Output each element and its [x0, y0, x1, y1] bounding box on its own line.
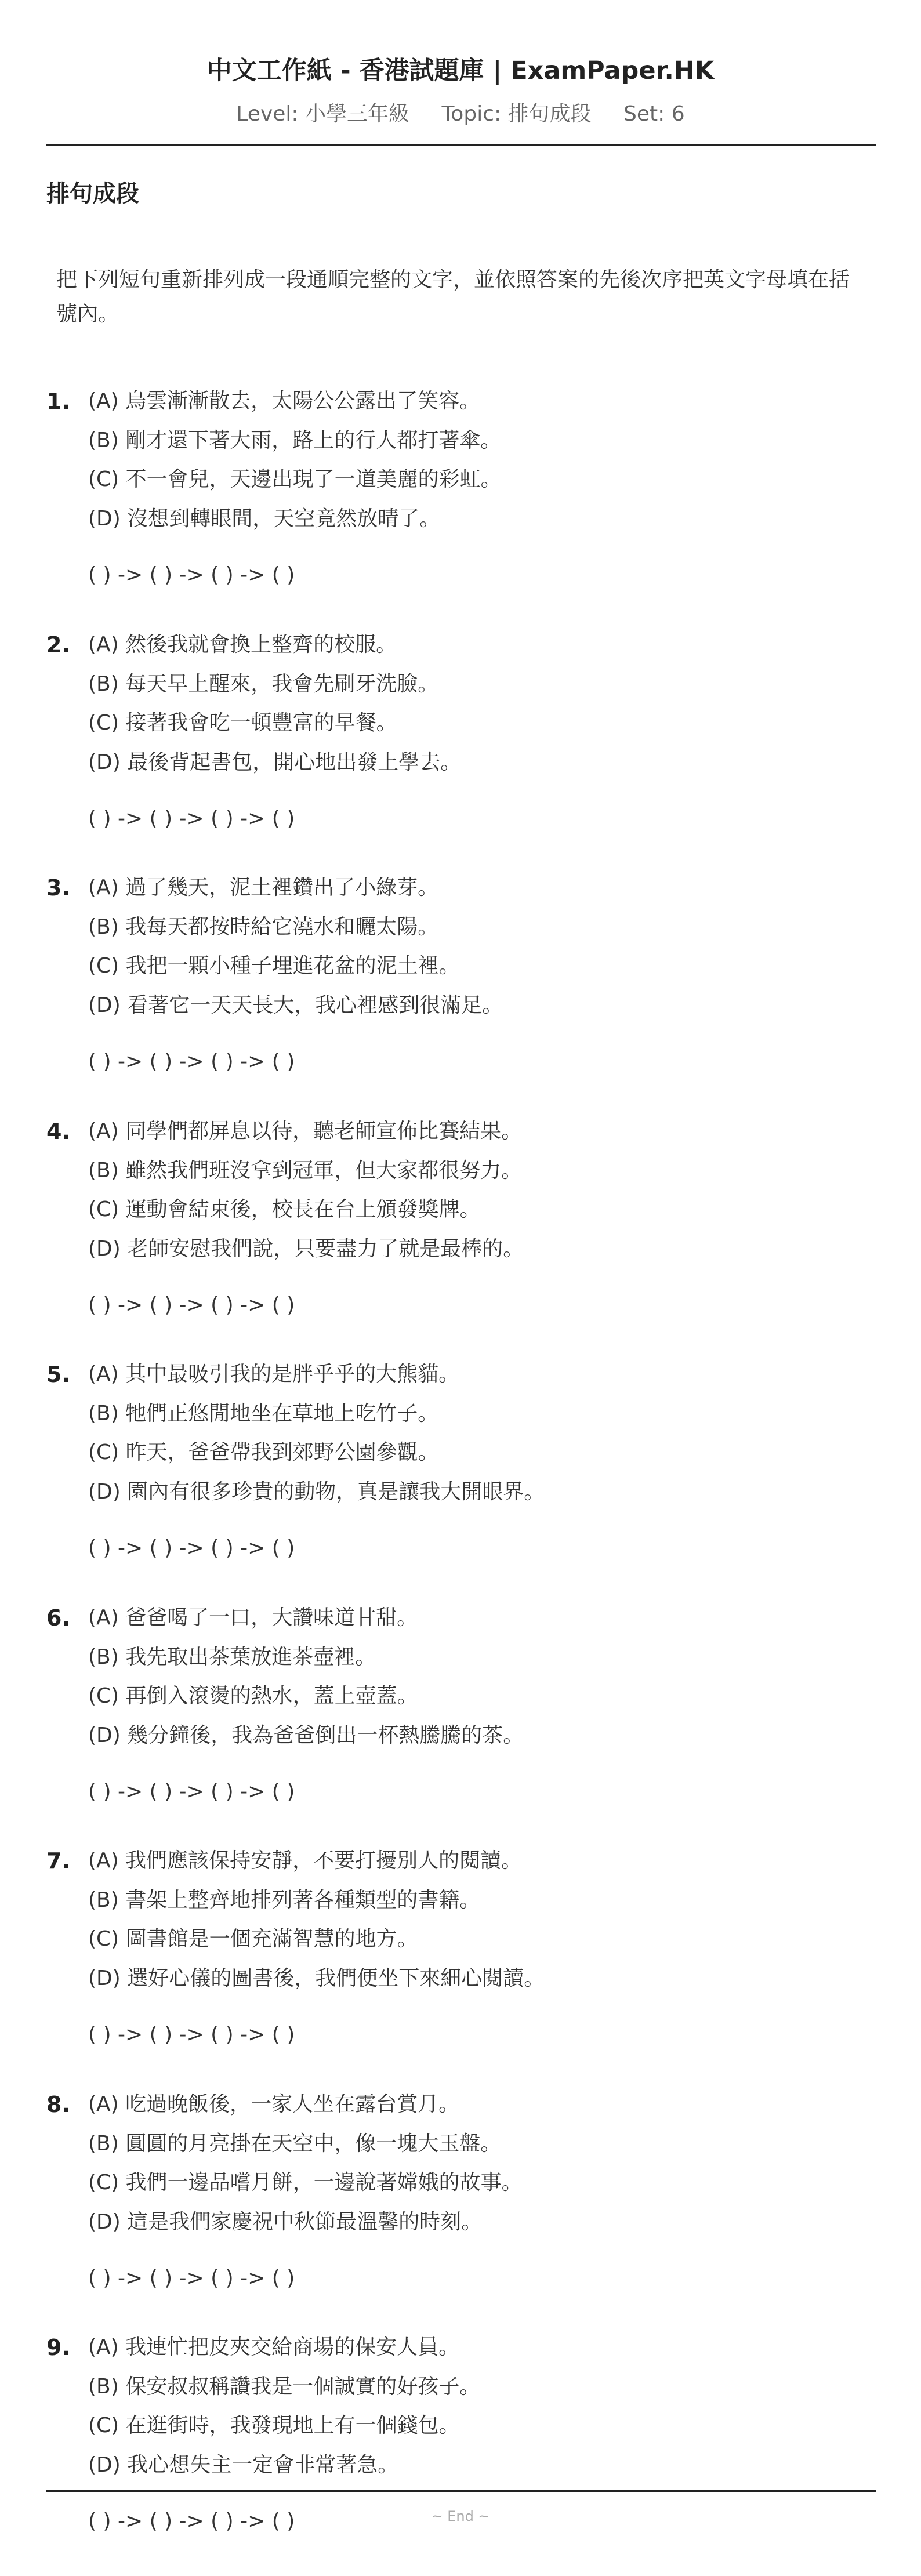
sentence-option: (B) 我每天都按時給它澆水和曬太陽。: [88, 915, 439, 939]
question-number: 5.: [46, 1362, 70, 1387]
sentence-option: (C) 不一會兒，天邊出現了一道美麗的彩虹。: [88, 467, 502, 491]
sentence-option: (C) 運動會結束後，校長在台上頒發獎牌。: [88, 1198, 481, 1221]
sentence-option: (B) 圓圓的月亮掛在天空中，像一塊大玉盤。: [88, 2132, 502, 2156]
section-heading: 排句成段: [46, 180, 139, 207]
sentence-option: (D) 選好心儀的圖書後，我們便坐下來細心閱讀。: [88, 1967, 545, 1990]
question-item: [0, 1845, 921, 2077]
question-item: [0, 2088, 921, 2320]
sentence-option: (C) 在逛街時，我發現地上有一個錢包。: [88, 2414, 460, 2437]
answer-blanks[interactable]: ( ) -> ( ) -> ( ) -> ( ): [88, 1536, 295, 1560]
question-number: 9.: [46, 2335, 70, 2360]
sentence-option: (C) 接著我會吃一頓豐富的早餐。: [88, 711, 397, 735]
sentence-option: (A) 我連忙把皮夾交給商場的保安人員。: [88, 2335, 460, 2359]
question-item: [0, 872, 921, 1104]
sentence-option: (C) 再倒入滾燙的熱水，蓋上壺蓋。: [88, 1684, 418, 1708]
sentence-option: (A) 我們應該保持安靜，不要打擾別人的閱讀。: [88, 1849, 523, 1873]
question-item: [0, 2331, 921, 2563]
sentence-option: (A) 同學們都屏息以待，聽老師宣佈比賽結果。: [88, 1119, 523, 1143]
answer-blanks[interactable]: ( ) -> ( ) -> ( ) -> ( ): [88, 1293, 295, 1317]
sentence-option: (C) 我把一顆小種子埋進花盆的泥土裡。: [88, 954, 460, 978]
sentence-option: (A) 過了幾天，泥土裡鑽出了小綠芽。: [88, 876, 439, 899]
question-number: 8.: [46, 2092, 70, 2117]
answer-blanks[interactable]: ( ) -> ( ) -> ( ) -> ( ): [88, 1780, 295, 1804]
answer-blanks[interactable]: ( ) -> ( ) -> ( ) -> ( ): [88, 807, 295, 830]
sentence-option: (A) 爸爸喝了一口，大讚味道甘甜。: [88, 1606, 418, 1630]
sentence-option: (C) 昨天，爸爸帶我到郊野公園參觀。: [88, 1441, 439, 1464]
sentence-option: (A) 其中最吸引我的是胖乎乎的大熊貓。: [88, 1362, 460, 1386]
sentence-option: (B) 保安叔叔稱讚我是一個誠實的好孩子。: [88, 2375, 481, 2399]
question-number: 7.: [46, 1848, 70, 1874]
sentence-option: (C) 圖書館是一個充滿智慧的地方。: [88, 1927, 418, 1951]
sentence-option: (C) 我們一邊品嚐月餅，一邊說著嫦娥的故事。: [88, 2171, 523, 2194]
sentence-option: (A) 烏雲漸漸散去，太陽公公露出了笑容。: [88, 389, 481, 413]
sentence-option: (D) 老師安慰我們說，只要盡力了就是最棒的。: [88, 1237, 524, 1261]
sentence-option: (D) 這是我們家慶祝中秋節最溫馨的時刻。: [88, 2210, 483, 2234]
sentence-option: (B) 每天早上醒來，我會先刷牙洗臉。: [88, 672, 439, 696]
sentence-option: (B) 雖然我們班沒拿到冠軍，但大家都很努力。: [88, 1159, 523, 1182]
question-number: 3.: [46, 875, 70, 901]
end-marker: ~ End ~: [431, 2508, 490, 2524]
header-divider: [46, 144, 876, 146]
question-number: 2.: [46, 632, 70, 658]
sentence-option: (D) 園內有很多珍貴的動物，真是讓我大開眼界。: [88, 1480, 545, 1504]
answer-blanks[interactable]: ( ) -> ( ) -> ( ) -> ( ): [88, 2023, 295, 2047]
question-item: [0, 385, 921, 617]
sentence-option: (A) 然後我就會換上整齊的校服。: [88, 633, 397, 656]
question-item: [0, 1115, 921, 1347]
page-title: 中文工作紙 - 香港試題庫 | ExamPaper.HK: [206, 56, 715, 85]
instructions: 把下列短句重新排列成一段通順完整的文字，並依照答案的先後次序把英文字母填在括號內。: [56, 268, 850, 326]
sentence-option: (B) 剛才還下著大雨，路上的行人都打著傘。: [88, 429, 502, 452]
question-number: 6.: [46, 1605, 70, 1631]
sentence-option: (B) 我先取出茶葉放進茶壺裡。: [88, 1645, 376, 1669]
sentence-option: (D) 看著它一天天長大，我心裡感到很滿足。: [88, 993, 503, 1017]
sentence-option: (B) 牠們正悠閒地坐在草地上吃竹子。: [88, 1402, 439, 1425]
sentence-option: (D) 我心想失主一定會非常著急。: [88, 2453, 399, 2477]
question-item: [0, 1358, 921, 1590]
set-label: Set: 6: [623, 102, 685, 126]
footer-divider: [46, 2490, 876, 2492]
level-label: Level: 小學三年級: [236, 102, 409, 126]
answer-blanks[interactable]: ( ) -> ( ) -> ( ) -> ( ): [88, 1050, 295, 1073]
sentence-option: (D) 最後背起書包，開心地出發上學去。: [88, 750, 462, 774]
sentence-option: (B) 書架上整齊地排列著各種類型的書籍。: [88, 1888, 481, 1912]
worksheet-meta: [0, 100, 921, 129]
question-item: [0, 629, 921, 861]
answer-blanks[interactable]: ( ) -> ( ) -> ( ) -> ( ): [88, 2266, 295, 2290]
question-number: 4.: [46, 1119, 70, 1144]
sentence-option: (D) 幾分鐘後，我為爸爸倒出一杯熱騰騰的茶。: [88, 1724, 524, 1747]
sentence-option: (D) 沒想到轉眼間，天空竟然放晴了。: [88, 507, 441, 531]
topic-label: Topic: 排句成段: [441, 102, 592, 126]
answer-blanks[interactable]: ( ) -> ( ) -> ( ) -> ( ): [88, 2509, 295, 2533]
question-number: 1.: [46, 389, 70, 414]
answer-blanks[interactable]: ( ) -> ( ) -> ( ) -> ( ): [88, 563, 295, 587]
sentence-option: (A) 吃過晚飯後，一家人坐在露台賞月。: [88, 2092, 460, 2116]
question-item: [0, 1602, 921, 1834]
